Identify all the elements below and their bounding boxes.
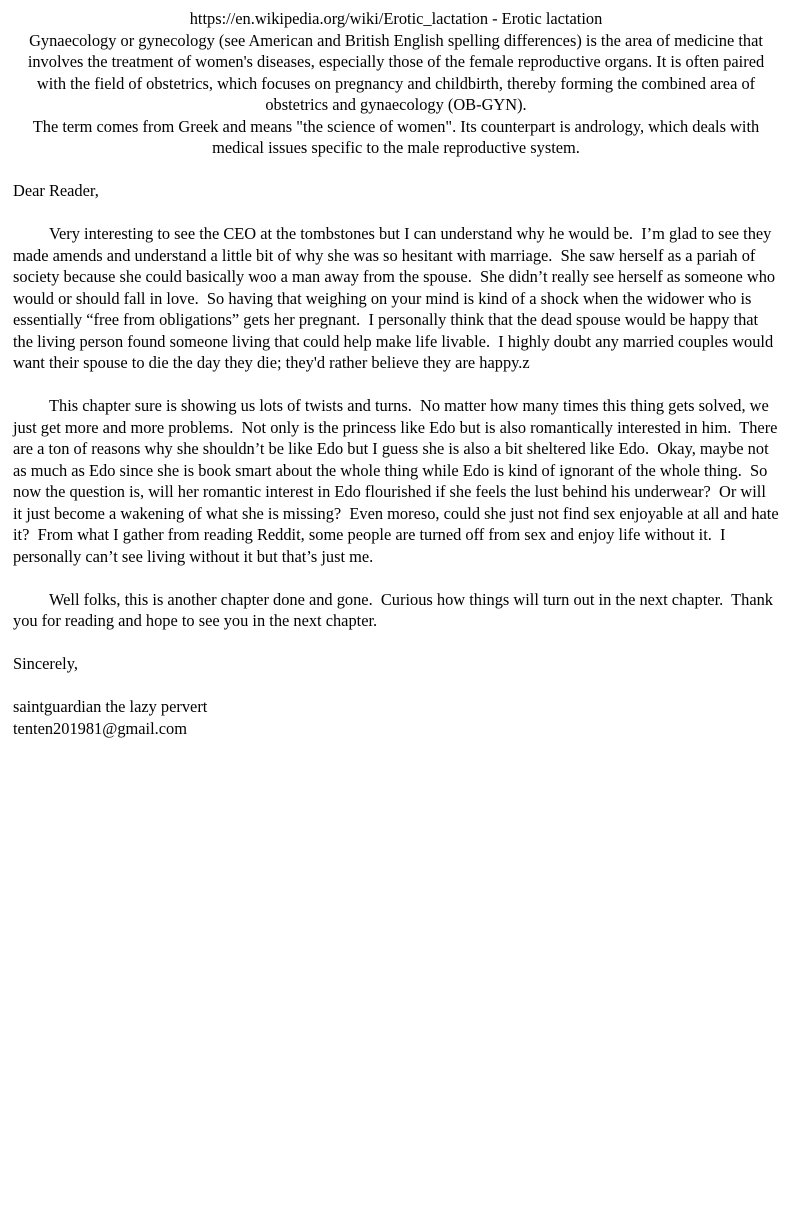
header-block bbox=[13, 8, 779, 159]
salutation: Dear Reader, bbox=[13, 181, 99, 200]
letter-paragraph-2: This chapter sure is showing us lots of twists and turns. No matter how many times this thing gets solved, we just get more and more problems. Not only is the princess like Edo but is also romantically interested in him. There are a ton of reasons why she shouldn’t be like Edo but I guess she is also a bit sheltered like Edo. Okay, maybe not as much as Edo since she is book smart about the whole thing while Edo is kind of ignorant of the whole thing. So now the question is, will her romantic interest in Edo flourished if she feels the lust behind his underwear? Or will it just become a wakening of what she is missing? Even moreso, could she just not find sex enjoyable at all and hate it? From what I gather from reading Reddit, some people are turned off from sex and enjoy life without it. I personally can’t see living without it but that’s just me. bbox=[13, 396, 783, 566]
header-quote-paragraph-1: Gynaecology or gynecology (see American and British English spelling differences) is the area of medicine that involves the treatment of women's diseases, especially those of the female reproductive organs. It is often paired with the field of obstetrics, which focuses on pregnancy and childbirth, thereby forming the combined area of obstetrics and gynaecology (OB-GYN). bbox=[27, 30, 769, 114]
closing: Sincerely, bbox=[13, 654, 78, 673]
signature-name: saintguardian the lazy pervert bbox=[13, 697, 208, 716]
signature-block bbox=[13, 696, 779, 739]
letter-paragraph-3: Well folks, this is another chapter done and gone. Curious how things will turn out in the next chapter. Thank you for reading and hope to see you in the next chapter. bbox=[13, 589, 778, 630]
source-url-line: https://en.wikipedia.org/wiki/Erotic_lactation - Erotic lactation bbox=[189, 9, 603, 28]
signature-email: tenten201981@gmail.com bbox=[13, 718, 187, 738]
letter-paragraph-1: Very interesting to see the CEO at the tombstones but I can understand why he would be. I’m glad to see they made amends and understand a little bit of why she was so hesitant with marriage. She saw herself as a pariah of society because she could basically woo a man away from the spouse. She didn’t really see herself as someone who would or should fall in love. So having that weighing on your mind is kind of a shock when the widower who is essentially “free from obligations” gets her pregnant. I personally think that the dead spouse would be happy that the living person found someone living that could help make life livable. I highly doubt any married couples would want their spouse to die the day they die; they'd rather believe they are happy.z bbox=[13, 224, 780, 372]
header-quote-paragraph-2: The term comes from Greek and means "the science of women". Its counterpart is andrology, which deals with medical issues specific to the male reproductive system. bbox=[32, 116, 764, 157]
letter-body bbox=[13, 180, 783, 739]
